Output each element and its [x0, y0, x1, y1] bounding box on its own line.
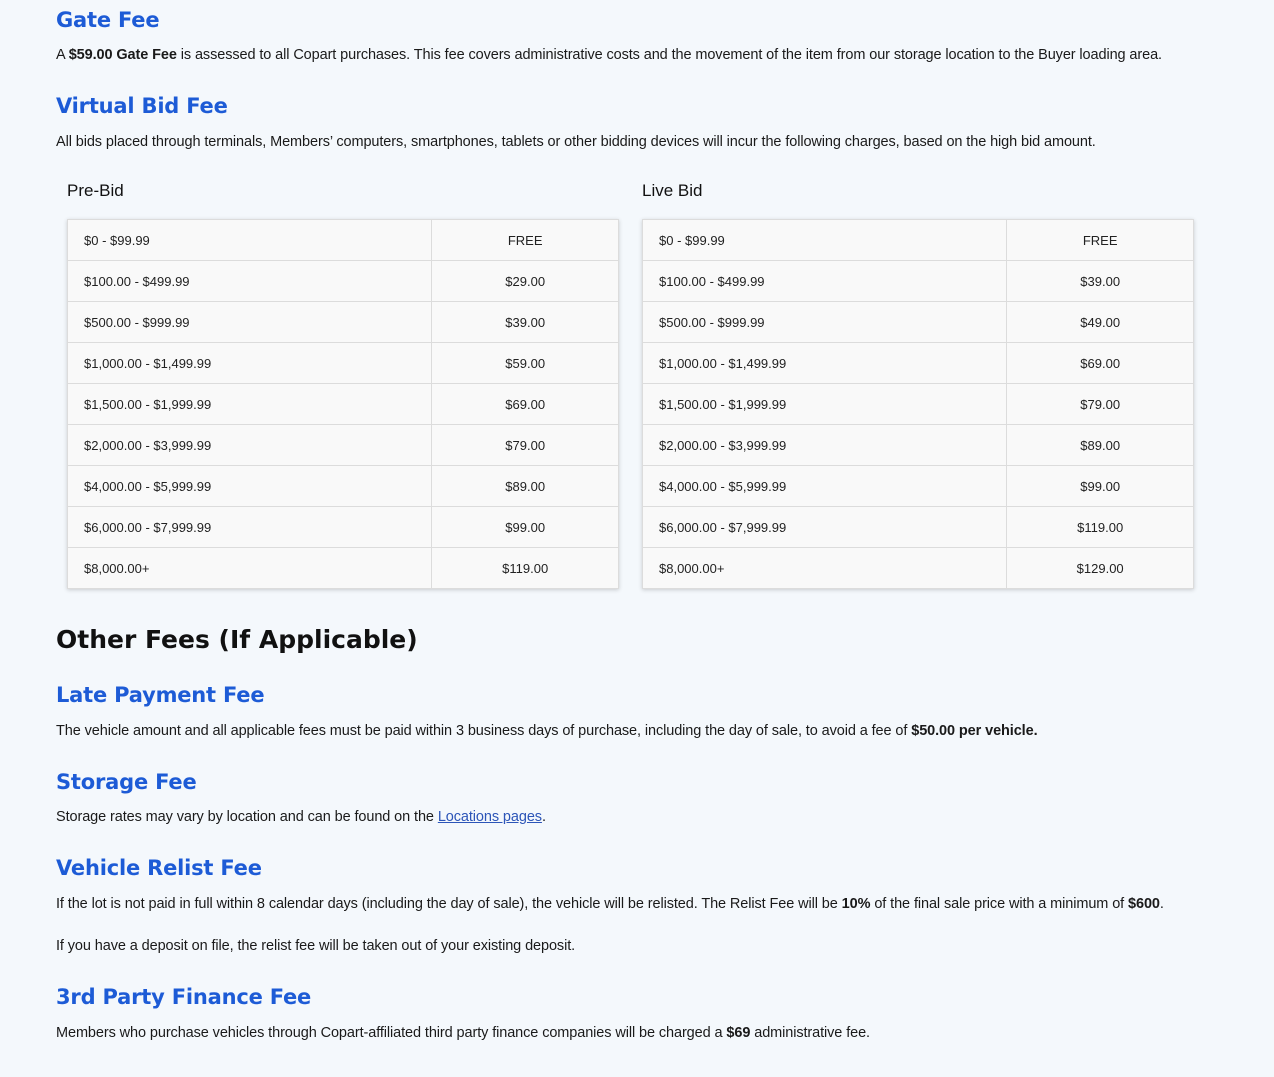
- virtual-bid-fee-text: All bids placed through terminals, Members’ computers, smartphones, tablets or other bidding devices will incur the following charges, based on the high bid amount.: [56, 134, 1096, 150]
- fee-amount-cell: $99.00: [432, 507, 619, 548]
- bid-range-cell: $8,000.00+: [643, 548, 1007, 589]
- fee-row: [643, 220, 1194, 261]
- fee-amount-cell: $39.00: [432, 302, 619, 343]
- gate-fee-heading: Gate Fee: [56, 8, 160, 32]
- bid-range-cell: $0 - $99.99: [643, 220, 1007, 261]
- fee-row: [643, 261, 1194, 302]
- bid-range-cell: $2,000.00 - $3,999.99: [68, 425, 432, 466]
- fee-row: [68, 466, 619, 507]
- storage-fee-heading: Storage Fee: [56, 770, 197, 794]
- fee-amount-cell: $69.00: [1007, 343, 1194, 384]
- bid-range-cell: $500.00 - $999.99: [643, 302, 1007, 343]
- fee-amount-cell: $39.00: [1007, 261, 1194, 302]
- fee-amount-cell: $89.00: [432, 466, 619, 507]
- bid-range-cell: $1,500.00 - $1,999.99: [68, 384, 432, 425]
- fee-amount-cell: $49.00: [1007, 302, 1194, 343]
- pre-bid-table: [67, 219, 619, 589]
- fee-row: [68, 261, 619, 302]
- bid-range-cell: $1,000.00 - $1,499.99: [68, 343, 432, 384]
- bid-range-cell: $1,500.00 - $1,999.99: [643, 384, 1007, 425]
- bid-range-cell: $6,000.00 - $7,999.99: [643, 507, 1007, 548]
- relist-deposit-text: If you have a deposit on file, the relist fee will be taken out of your existing deposit.: [56, 938, 576, 954]
- bid-range-cell: $4,000.00 - $5,999.99: [643, 466, 1007, 507]
- gate-fee-text: A $59.00 Gate Fee is assessed to all Copart purchases. This fee covers administrative costs and the movement of the item from our storage location to the Buyer loading area.: [56, 47, 1162, 63]
- fee-row: [643, 343, 1194, 384]
- fee-amount-cell: FREE: [1007, 220, 1194, 261]
- late-payment-fee-text: The vehicle amount and all applicable fees must be paid within 3 business days of purchase, including the day of sale, to avoid a fee of $50.00 per vehicle.: [56, 723, 1038, 739]
- fee-row: [68, 507, 619, 548]
- fee-row: [643, 466, 1194, 507]
- fee-amount-cell: $119.00: [432, 548, 619, 589]
- fee-amount-cell: FREE: [432, 220, 619, 261]
- bid-range-cell: $1,000.00 - $1,499.99: [643, 343, 1007, 384]
- fee-amount-cell: $79.00: [1007, 384, 1194, 425]
- locations-pages-link[interactable]: Locations pages: [437, 809, 542, 825]
- fee-amount-cell: $89.00: [1007, 425, 1194, 466]
- vehicle-relist-fee-text: If the lot is not paid in full within 8 calendar days (including the day of sale), the vehicle will be relisted. The Relist Fee will be 10% of the final sale price with a minimum of $600.: [56, 896, 1164, 912]
- fee-amount-cell: $119.00: [1007, 507, 1194, 548]
- live-bid-title: Live Bid: [642, 181, 703, 200]
- bid-range-cell: $0 - $99.99: [68, 220, 432, 261]
- third-party-finance-fee-text: Members who purchase vehicles through Copart-affiliated third party finance companies will be charged a $69 administrative fee.: [56, 1025, 870, 1041]
- fee-row: [68, 384, 619, 425]
- fee-row: [643, 507, 1194, 548]
- fee-row: [68, 343, 619, 384]
- fee-amount-cell: $69.00: [432, 384, 619, 425]
- fee-row: [643, 548, 1194, 589]
- fee-row: [643, 425, 1194, 466]
- third-party-finance-fee-heading: 3rd Party Finance Fee: [56, 985, 312, 1009]
- bid-range-cell: $8,000.00+: [68, 548, 432, 589]
- pre-bid-title: Pre-Bid: [67, 181, 124, 200]
- other-fees-heading: Other Fees (If Applicable): [56, 625, 418, 654]
- fee-amount-cell: $99.00: [1007, 466, 1194, 507]
- fee-amount-cell: $29.00: [432, 261, 619, 302]
- fee-amount-cell: $79.00: [432, 425, 619, 466]
- fee-row: [643, 384, 1194, 425]
- fee-row: [643, 302, 1194, 343]
- storage-fee-text: Storage rates may vary by location and can be found on the Locations pages.: [56, 809, 546, 825]
- live-bid-table: [642, 219, 1194, 589]
- fee-row: [68, 425, 619, 466]
- bid-range-cell: $500.00 - $999.99: [68, 302, 432, 343]
- late-payment-fee-heading: Late Payment Fee: [56, 683, 265, 707]
- vehicle-relist-fee-heading: Vehicle Relist Fee: [56, 856, 262, 880]
- fee-amount-cell: $129.00: [1007, 548, 1194, 589]
- fee-row: [68, 302, 619, 343]
- fee-row: [68, 220, 619, 261]
- bid-range-cell: $4,000.00 - $5,999.99: [68, 466, 432, 507]
- bid-range-cell: $100.00 - $499.99: [643, 261, 1007, 302]
- fee-row: [68, 548, 619, 589]
- virtual-bid-fee-heading: Virtual Bid Fee: [56, 94, 228, 118]
- bid-range-cell: $6,000.00 - $7,999.99: [68, 507, 432, 548]
- fee-amount-cell: $59.00: [432, 343, 619, 384]
- bid-range-cell: $2,000.00 - $3,999.99: [643, 425, 1007, 466]
- bid-range-cell: $100.00 - $499.99: [68, 261, 432, 302]
